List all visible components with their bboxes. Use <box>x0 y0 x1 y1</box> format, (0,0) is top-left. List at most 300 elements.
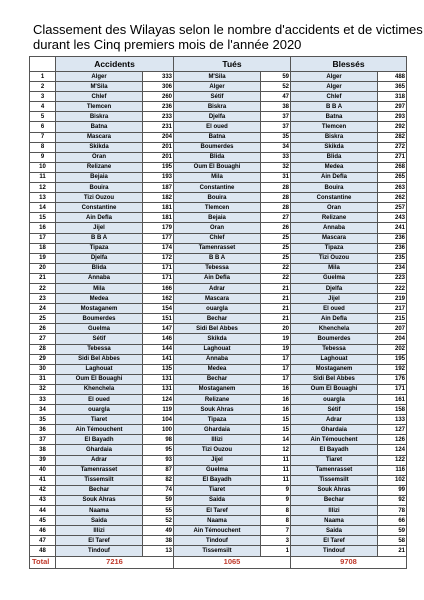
tues-count: 17 <box>261 354 291 364</box>
tues-count: 17 <box>261 364 291 374</box>
blesses-wilaya: Laghouat <box>291 354 378 364</box>
rank-cell: 20 <box>30 263 56 273</box>
rank-cell: 23 <box>30 294 56 304</box>
blesses-count: 297 <box>378 102 407 112</box>
tues-count: 1 <box>261 546 291 556</box>
table-row <box>30 82 407 92</box>
table-row <box>30 162 407 172</box>
rank-cell: 8 <box>30 142 56 152</box>
accidents-wilaya: Ain Témouchent <box>56 425 143 435</box>
total-accidents: 7216 <box>56 556 174 568</box>
tues-count: 15 <box>261 425 291 435</box>
tues-wilaya: Mostaganem <box>174 384 261 394</box>
accidents-wilaya: Tiaret <box>56 415 143 425</box>
accidents-count: 306 <box>143 82 174 92</box>
title-line-2: durant les Cinq premiers mois de l'année 2020 <box>33 37 302 52</box>
accidents-wilaya: El oued <box>56 395 143 405</box>
table-row <box>30 536 407 546</box>
accidents-wilaya: Guelma <box>56 324 143 334</box>
blesses-wilaya: B B A <box>291 102 378 112</box>
blesses-wilaya: Adrar <box>291 415 378 425</box>
accidents-count: 181 <box>143 213 174 223</box>
accidents-count: 201 <box>143 142 174 152</box>
blesses-wilaya: Khenchela <box>291 324 378 334</box>
rank-cell: 36 <box>30 425 56 435</box>
accidents-wilaya: Boumerdes <box>56 314 143 324</box>
accidents-wilaya: Saida <box>56 516 143 526</box>
rank-cell: 40 <box>30 465 56 475</box>
table-row <box>30 495 407 505</box>
blesses-count: 207 <box>378 324 407 334</box>
tues-count: 11 <box>261 465 291 475</box>
table-row <box>30 273 407 283</box>
tues-wilaya: Jijel <box>174 455 261 465</box>
blesses-count: 236 <box>378 243 407 253</box>
tues-wilaya: Constantine <box>174 183 261 193</box>
header-row <box>30 57 407 72</box>
blesses-wilaya: Ghardaia <box>291 425 378 435</box>
table-row <box>30 152 407 162</box>
accidents-count: 38 <box>143 536 174 546</box>
accidents-count: 141 <box>143 354 174 364</box>
blesses-count: 124 <box>378 445 407 455</box>
accidents-wilaya: Laghouat <box>56 364 143 374</box>
tues-count: 25 <box>261 243 291 253</box>
tues-count: 16 <box>261 395 291 405</box>
tues-wilaya: Ghardaia <box>174 425 261 435</box>
blesses-wilaya: Souk Ahras <box>291 485 378 495</box>
blesses-count: 127 <box>378 425 407 435</box>
accidents-wilaya: Relizane <box>56 162 143 172</box>
blesses-wilaya: Tipaza <box>291 243 378 253</box>
tues-count: 38 <box>261 102 291 112</box>
table-row <box>30 415 407 425</box>
total-tues: 1065 <box>174 556 291 568</box>
blesses-wilaya: Oum El Bouaghi <box>291 384 378 394</box>
accidents-count: 231 <box>143 122 174 132</box>
rank-cell: 43 <box>30 495 56 505</box>
blesses-count: 219 <box>378 294 407 304</box>
tues-wilaya: Relizane <box>174 395 261 405</box>
blesses-count: 293 <box>378 112 407 122</box>
tues-count: 33 <box>261 152 291 162</box>
blesses-count: 116 <box>378 465 407 475</box>
table-row <box>30 334 407 344</box>
accidents-count: 177 <box>143 233 174 243</box>
accidents-wilaya: Tindouf <box>56 546 143 556</box>
accidents-count: 172 <box>143 253 174 263</box>
title-line-1: Classement des Wilayas selon le nombre d'accidents et de victimes <box>33 22 423 37</box>
blesses-count: 195 <box>378 354 407 364</box>
ranking-table <box>29 56 407 569</box>
accidents-count: 204 <box>143 132 174 142</box>
blesses-count: 78 <box>378 506 407 516</box>
tues-wilaya: Naama <box>174 516 261 526</box>
rank-cell: 7 <box>30 132 56 142</box>
blesses-wilaya: Sidi Bel Abbes <box>291 374 378 384</box>
tues-count: 28 <box>261 183 291 193</box>
tues-wilaya: Batna <box>174 132 261 142</box>
rank-cell: 3 <box>30 92 56 102</box>
blesses-wilaya: Tizi Ouzou <box>291 253 378 263</box>
rank-cell: 26 <box>30 324 56 334</box>
accidents-wilaya: Tipaza <box>56 243 143 253</box>
table-row <box>30 435 407 445</box>
blesses-count: 158 <box>378 405 407 415</box>
blesses-count: 235 <box>378 253 407 263</box>
table-row <box>30 233 407 243</box>
table-row <box>30 253 407 263</box>
tues-wilaya: Annaba <box>174 354 261 364</box>
accidents-wilaya: El Bayadh <box>56 435 143 445</box>
blesses-wilaya: Constantine <box>291 193 378 203</box>
blesses-count: 176 <box>378 374 407 384</box>
table-row <box>30 354 407 364</box>
table-row <box>30 102 407 112</box>
blesses-count: 192 <box>378 364 407 374</box>
table-row <box>30 72 407 82</box>
accidents-count: 82 <box>143 475 174 485</box>
blesses-count: 292 <box>378 122 407 132</box>
tues-count: 34 <box>261 142 291 152</box>
accidents-count: 93 <box>143 455 174 465</box>
accidents-count: 179 <box>143 223 174 233</box>
tues-count: 7 <box>261 526 291 536</box>
blesses-count: 241 <box>378 223 407 233</box>
accidents-wilaya: Biskra <box>56 112 143 122</box>
page-title <box>33 22 423 52</box>
tues-count: 28 <box>261 203 291 213</box>
table-row <box>30 314 407 324</box>
blesses-wilaya: Mila <box>291 263 378 273</box>
accidents-wilaya: Djelfa <box>56 253 143 263</box>
tues-wilaya: Saida <box>174 495 261 505</box>
tues-wilaya: El oued <box>174 122 261 132</box>
accidents-count: 55 <box>143 506 174 516</box>
blesses-wilaya: Batna <box>291 112 378 122</box>
accidents-wilaya: Chlef <box>56 92 143 102</box>
accidents-wilaya: Souk Ahras <box>56 495 143 505</box>
rank-cell: 45 <box>30 516 56 526</box>
table-row <box>30 425 407 435</box>
blesses-count: 236 <box>378 233 407 243</box>
tues-wilaya: Laghouat <box>174 344 261 354</box>
table-row <box>30 172 407 182</box>
accidents-count: 98 <box>143 435 174 445</box>
accidents-wilaya: Tamenrasset <box>56 465 143 475</box>
accidents-wilaya: M'Sila <box>56 82 143 92</box>
blesses-wilaya: Tissemsilt <box>291 475 378 485</box>
blesses-count: 265 <box>378 172 407 182</box>
table-row <box>30 92 407 102</box>
blesses-count: 21 <box>378 546 407 556</box>
blesses-wilaya: Boumerdes <box>291 334 378 344</box>
rank-cell: 39 <box>30 455 56 465</box>
tues-count: 37 <box>261 112 291 122</box>
tues-count: 52 <box>261 82 291 92</box>
table-row <box>30 374 407 384</box>
accidents-wilaya: Naama <box>56 506 143 516</box>
rank-cell: 27 <box>30 334 56 344</box>
total-label: Total <box>30 556 56 568</box>
tues-count: 22 <box>261 263 291 273</box>
table-row <box>30 283 407 293</box>
rank-cell: 5 <box>30 112 56 122</box>
accidents-count: 174 <box>143 243 174 253</box>
accidents-count: 144 <box>143 344 174 354</box>
tues-count: 19 <box>261 344 291 354</box>
accidents-count: 100 <box>143 425 174 435</box>
accidents-count: 146 <box>143 334 174 344</box>
tues-wilaya: Skikda <box>174 334 261 344</box>
table-row <box>30 223 407 233</box>
tues-wilaya: Tlemcen <box>174 203 261 213</box>
table-row <box>30 445 407 455</box>
tues-wilaya: Oran <box>174 223 261 233</box>
tues-count: 11 <box>261 475 291 485</box>
table-row <box>30 304 407 314</box>
rank-cell: 31 <box>30 374 56 384</box>
accidents-count: 171 <box>143 263 174 273</box>
tues-count: 16 <box>261 384 291 394</box>
accidents-wilaya: Jijel <box>56 223 143 233</box>
tues-wilaya: Tizi Ouzou <box>174 445 261 455</box>
table-row <box>30 465 407 475</box>
rank-cell: 29 <box>30 354 56 364</box>
accidents-wilaya: Oum El Bouaghi <box>56 374 143 384</box>
tues-count: 8 <box>261 516 291 526</box>
rank-cell: 15 <box>30 213 56 223</box>
blesses-wilaya: Alger <box>291 82 378 92</box>
rank-cell: 24 <box>30 304 56 314</box>
accidents-wilaya: Skikda <box>56 142 143 152</box>
tues-count: 25 <box>261 233 291 243</box>
blesses-wilaya: Tamenrasset <box>291 465 378 475</box>
blesses-count: 217 <box>378 304 407 314</box>
blesses-count: 161 <box>378 395 407 405</box>
accidents-count: 201 <box>143 152 174 162</box>
total-row <box>30 556 407 568</box>
rank-cell: 19 <box>30 253 56 263</box>
table-row <box>30 183 407 193</box>
table-row <box>30 344 407 354</box>
accidents-count: 52 <box>143 516 174 526</box>
blesses-count: 59 <box>378 526 407 536</box>
blesses-count: 223 <box>378 273 407 283</box>
accidents-count: 147 <box>143 324 174 334</box>
tues-count: 17 <box>261 374 291 384</box>
accidents-count: 193 <box>143 172 174 182</box>
accidents-wilaya: Adrar <box>56 455 143 465</box>
accidents-wilaya: Annaba <box>56 273 143 283</box>
tues-count: 26 <box>261 223 291 233</box>
accidents-count: 119 <box>143 405 174 415</box>
table-row <box>30 364 407 374</box>
tues-wilaya: M'Sila <box>174 72 261 82</box>
table-row <box>30 475 407 485</box>
table-row <box>30 132 407 142</box>
blesses-wilaya: Tindouf <box>291 546 378 556</box>
accidents-count: 182 <box>143 193 174 203</box>
rank-cell: 41 <box>30 475 56 485</box>
rank-cell: 34 <box>30 405 56 415</box>
tues-count: 8 <box>261 506 291 516</box>
accidents-wilaya: Constantine <box>56 203 143 213</box>
tues-wilaya: Tamenrasset <box>174 243 261 253</box>
tues-wilaya: El Taref <box>174 506 261 516</box>
blesses-wilaya: Saida <box>291 526 378 536</box>
tues-count: 31 <box>261 172 291 182</box>
accidents-count: 104 <box>143 415 174 425</box>
blesses-count: 272 <box>378 142 407 152</box>
blesses-wilaya: Naama <box>291 516 378 526</box>
tues-wilaya: Alger <box>174 82 261 92</box>
rank-cell: 21 <box>30 273 56 283</box>
blesses-wilaya: Oran <box>291 203 378 213</box>
tues-wilaya: Ain Témouchent <box>174 526 261 536</box>
accidents-count: 59 <box>143 495 174 505</box>
tues-wilaya: Sétif <box>174 92 261 102</box>
table-row <box>30 294 407 304</box>
tues-count: 47 <box>261 92 291 102</box>
tues-count: 35 <box>261 132 291 142</box>
blesses-count: 271 <box>378 152 407 162</box>
tues-count: 11 <box>261 455 291 465</box>
tues-count: 15 <box>261 415 291 425</box>
tues-wilaya: Biskra <box>174 102 261 112</box>
rank-cell: 6 <box>30 122 56 132</box>
tues-count: 9 <box>261 495 291 505</box>
tues-count: 21 <box>261 314 291 324</box>
table-row <box>30 405 407 415</box>
tues-wilaya: Mascara <box>174 294 261 304</box>
rank-cell: 33 <box>30 395 56 405</box>
blesses-wilaya: Djelfa <box>291 283 378 293</box>
blesses-count: 222 <box>378 283 407 293</box>
accidents-count: 131 <box>143 374 174 384</box>
tues-wilaya: El Bayadh <box>174 475 261 485</box>
blesses-count: 243 <box>378 213 407 223</box>
tues-count: 32 <box>261 162 291 172</box>
blesses-count: 262 <box>378 193 407 203</box>
accidents-count: 233 <box>143 112 174 122</box>
tues-wilaya: Djelfa <box>174 112 261 122</box>
accidents-wilaya: Bejaia <box>56 172 143 182</box>
tues-wilaya: Bejaia <box>174 213 261 223</box>
tues-wilaya: B B A <box>174 253 261 263</box>
blesses-count: 215 <box>378 314 407 324</box>
blesses-wilaya: Mostaganem <box>291 364 378 374</box>
table-row <box>30 142 407 152</box>
table-row <box>30 506 407 516</box>
accidents-count: 154 <box>143 304 174 314</box>
blesses-wilaya: Medea <box>291 162 378 172</box>
accidents-wilaya: Tlemcen <box>56 102 143 112</box>
accidents-count: 333 <box>143 72 174 82</box>
tues-wilaya: Tipaza <box>174 415 261 425</box>
rank-cell: 25 <box>30 314 56 324</box>
rank-cell: 16 <box>30 223 56 233</box>
blesses-wilaya: Jijel <box>291 294 378 304</box>
tues-wilaya: Illizi <box>174 435 261 445</box>
corner-cell <box>30 57 56 72</box>
blesses-wilaya: ouargla <box>291 395 378 405</box>
blesses-wilaya: El Bayadh <box>291 445 378 455</box>
tues-wilaya: Tebessa <box>174 263 261 273</box>
accidents-wilaya: Sétif <box>56 334 143 344</box>
table-row <box>30 485 407 495</box>
blesses-wilaya: El oued <box>291 304 378 314</box>
tues-wilaya: Adrar <box>174 283 261 293</box>
tues-wilaya: Tindouf <box>174 536 261 546</box>
accidents-count: 162 <box>143 294 174 304</box>
total-blesses: 9708 <box>291 556 407 568</box>
tues-wilaya: Chlef <box>174 233 261 243</box>
accidents-count: 236 <box>143 102 174 112</box>
rank-cell: 12 <box>30 183 56 193</box>
accidents-wilaya: Khenchela <box>56 384 143 394</box>
rank-cell: 47 <box>30 536 56 546</box>
accidents-wilaya: Mostaganem <box>56 304 143 314</box>
accidents-count: 135 <box>143 364 174 374</box>
blesses-count: 282 <box>378 132 407 142</box>
table-row <box>30 395 407 405</box>
blesses-wilaya: Alger <box>291 72 378 82</box>
table-row <box>30 546 407 556</box>
tues-count: 22 <box>261 273 291 283</box>
tues-wilaya: Medea <box>174 364 261 374</box>
rank-cell: 28 <box>30 344 56 354</box>
rank-cell: 17 <box>30 233 56 243</box>
blesses-wilaya: Chlef <box>291 92 378 102</box>
table-row <box>30 122 407 132</box>
table-row <box>30 516 407 526</box>
accidents-wilaya: ouargla <box>56 405 143 415</box>
accidents-wilaya: Tissemsilt <box>56 475 143 485</box>
accidents-wilaya: Illizi <box>56 526 143 536</box>
blesses-wilaya: Ain Defla <box>291 172 378 182</box>
rank-cell: 30 <box>30 364 56 374</box>
table-row <box>30 455 407 465</box>
blesses-count: 171 <box>378 384 407 394</box>
rank-cell: 4 <box>30 102 56 112</box>
accidents-count: 171 <box>143 273 174 283</box>
tues-wilaya: Boumerdes <box>174 142 261 152</box>
tues-wilaya: Mila <box>174 172 261 182</box>
accidents-wilaya: Mila <box>56 283 143 293</box>
blesses-count: 126 <box>378 435 407 445</box>
rank-cell: 42 <box>30 485 56 495</box>
blesses-wilaya: Mascara <box>291 233 378 243</box>
accidents-count: 13 <box>143 546 174 556</box>
blesses-wilaya: Relizane <box>291 213 378 223</box>
rank-cell: 22 <box>30 283 56 293</box>
accidents-wilaya: Medea <box>56 294 143 304</box>
rank-cell: 1 <box>30 72 56 82</box>
accidents-wilaya: Ain Defla <box>56 213 143 223</box>
table-row <box>30 193 407 203</box>
tues-wilaya: Sidi Bel Abbes <box>174 324 261 334</box>
accidents-count: 124 <box>143 395 174 405</box>
accidents-wilaya: Sidi Bel Abbes <box>56 354 143 364</box>
tues-header: Tués <box>174 57 291 72</box>
accidents-wilaya: Ghardaia <box>56 445 143 455</box>
blesses-count: 263 <box>378 183 407 193</box>
rank-cell: 32 <box>30 384 56 394</box>
blesses-wilaya: Ain Témouchent <box>291 435 378 445</box>
blesses-header: Blessés <box>291 57 407 72</box>
rank-cell: 14 <box>30 203 56 213</box>
